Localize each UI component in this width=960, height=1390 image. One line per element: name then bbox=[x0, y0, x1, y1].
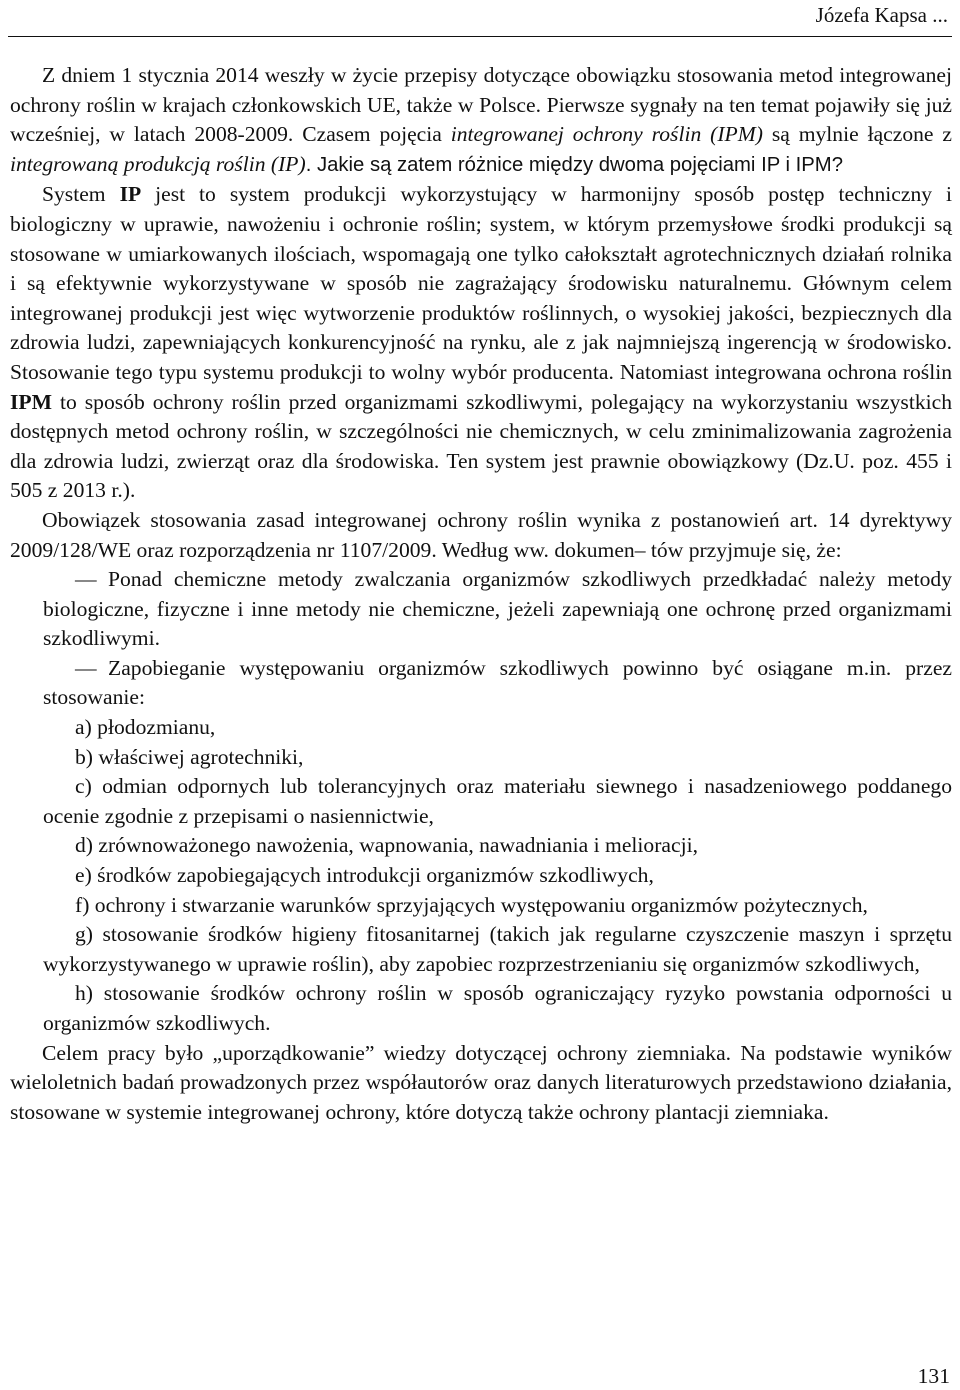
definition-text-part: System bbox=[42, 182, 120, 207]
term-ip: integrowaną produkcją roślin (IP) bbox=[10, 151, 306, 176]
intro-text-part: są mylnie łączone z bbox=[762, 122, 952, 147]
measures-list-item: g) stosowanie środków higieny fitosanitarnej (takich jak regularne czyszczenie maszyn i sprzętu wykorzystywanego w uprawie roślin), aby zapobiec rozprzestrzenianiu się organizmów szkodliwych, bbox=[43, 922, 952, 976]
aim-paragraph: Celem pracy było „uporządkowanie” wiedzy dotyczącej ochrony ziemniaka. Na podstawie wyników wieloletnich badań prowadzonych przez współautorów oraz danych literaturowych przedstawiono działania, stosowane w systemie integrowanej ochrony, które dotyczą także ochrony plantacji ziemniaka. bbox=[10, 1040, 952, 1124]
header-rule bbox=[8, 36, 952, 37]
page-body bbox=[10, 61, 952, 1127]
definition-text-part: jest to system produkcji wykorzystujący w harmonijny sposób postęp techniczny i biologiczny w uprawie, nawożeniu i ochronie roślin; system, w którym przemysłowe środki produkcji są stosowane w umiarkowanych ilościach, wspomagają one tylko całokształt agrotechnicznych działań rolnika i są efektywnie wykorzystywane w sposób nie zagrażający środowisku naturalnemu. Głównym celem integrowanej produkcji jest więc wytworzenie produktów roślinnych, o wysokiej jakości, bezpiecznych dla zdrowia ludzi, zapewniających konkurencyjność na rynku, ale z jak najmniejszą ingerencją w środowisko. Stosowanie tego typu systemu produkcji to wolny wybór producenta. Natomiast integrowana ochrona roślin bbox=[10, 182, 952, 384]
measures-list-item: h) stosowanie środków ochrony roślin w sposób ograniczający ryzyko powstania odporności u organizmów szkodliwych. bbox=[43, 981, 952, 1035]
running-head: Józefa Kapsa ... bbox=[815, 3, 948, 27]
dash-list-item bbox=[10, 565, 952, 654]
measures-list-item: d) zrównoważonego nawożenia, wapnowania, nawadniania i melioracji, bbox=[75, 833, 698, 858]
intro-text-part: Z dniem 1 stycznia 2014 weszły w życie przepisy dotyczące obowiązku stosowania metod integrowanej ochrony roślin w krajach członkowskich UE, także w Polsce. Pierwsze sygnały na ten temat pojawiły się już wcześniej, w latach 2008-2009. Czasem pojęcia bbox=[10, 63, 952, 147]
definition-paragraph bbox=[10, 180, 952, 506]
definition-text-part: to sposób ochrony roślin przed organizmami szkodliwymi, polegający na wykorzystaniu wszystkich dostępnych metod ochrony roślin, w szczególności nie chemicznych, w celu zminimalizowania zagrożenia dla zdrowia ludzi, zwierząt oraz dla środowiska. Ten system jest prawnie obowiązkowy (Dz.U. poz. 455 i 505 z 2013 r.). bbox=[10, 389, 952, 503]
measures-list bbox=[10, 713, 952, 1039]
obligation-paragraph: Obowiązek stosowania zasad integrowanej ochrony roślin wynika z postanowień art. 14 dyrektywy 2009/128/WE oraz rozporządzenia nr 1107/2009. Według ww. dokumen– tów przyjmuje się, że: bbox=[10, 507, 952, 562]
dash-marker: — bbox=[75, 655, 97, 680]
dash-item-text: Ponad chemiczne metody zwalczania organizmów szkodliwych przedkładać należy metody biologiczne, fizyczne i inne metody nie chemiczne, jeżeli zapewniają one ochronę przed organizmami szkodliwymi. bbox=[43, 567, 952, 651]
measures-list-item: c) odmian odpornych lub tolerancyjnych oraz materiału siewnego i nasadzeniowego poddanego ocenie zgodnie z przepisami o nasiennictwie, bbox=[43, 774, 952, 828]
bold-ip: IP bbox=[119, 182, 142, 207]
dash-item-text: Zapobieganie występowaniu organizmów szkodliwych powinno być osiągane m.in. przez stosowanie: bbox=[43, 655, 952, 710]
bold-ipm: IPM bbox=[10, 389, 52, 414]
measures-list-item: b) właściwej agrotechniki, bbox=[75, 744, 304, 769]
dash-list-item bbox=[10, 654, 952, 713]
measures-list-item: a) płodozmianu, bbox=[75, 715, 216, 740]
intro-question: . Jakie są zatem różnice między dwoma pojęciami IP i IPM? bbox=[305, 153, 843, 176]
term-ipm: integrowanej ochrony roślin (IPM) bbox=[450, 122, 763, 147]
intro-paragraph bbox=[10, 61, 952, 180]
measures-list-item: e) środków zapobiegających introdukcji organizmów szkodliwych, bbox=[75, 863, 654, 888]
dash-marker: — bbox=[75, 567, 97, 592]
measures-list-item: f) ochrony i stwarzanie warunków sprzyjających występowaniu organizmów pożytecznych, bbox=[75, 892, 868, 917]
page-number: 131 bbox=[917, 1364, 950, 1388]
